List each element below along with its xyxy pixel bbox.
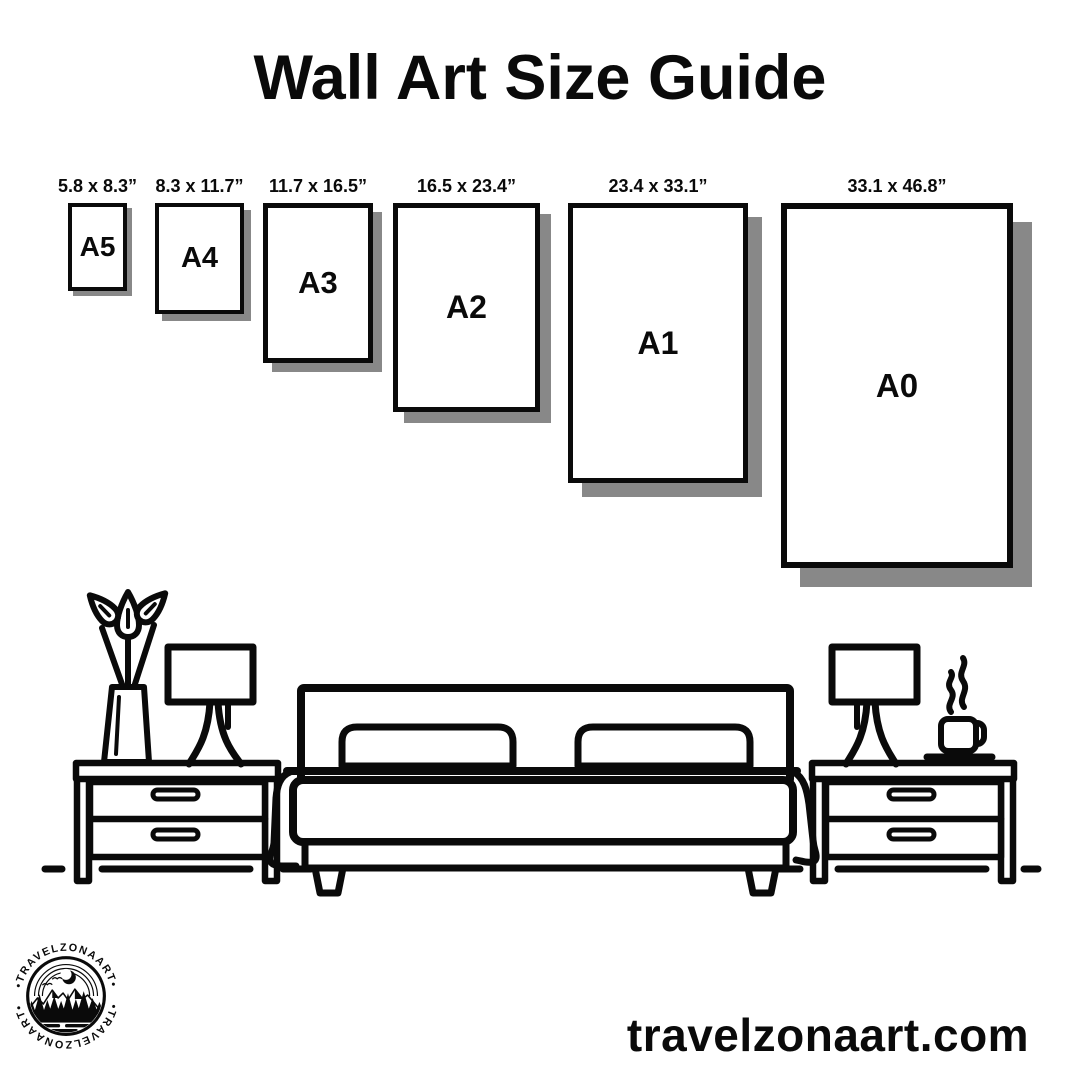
size-column-a2 [393, 176, 540, 412]
size-frame-a3: A3 [263, 203, 373, 363]
vase [104, 687, 149, 762]
size-column-a4 [155, 176, 244, 314]
birds-icon [42, 978, 62, 986]
logo-badge [8, 938, 126, 1056]
logo-brand-text-top: •TRAVELZONAART• [12, 941, 120, 990]
right-nightstand-icon [812, 763, 1014, 881]
coffee-cup-icon [927, 658, 992, 757]
size-column-a0 [781, 176, 1013, 568]
pillow-right [578, 727, 750, 766]
left-lamp-icon [168, 647, 253, 764]
bed-leg-left [315, 868, 343, 893]
size-frame-a5: A5 [68, 203, 127, 291]
left-nightstand-icon [76, 763, 278, 881]
size-column-a3 [263, 176, 373, 363]
bedroom-scene-illustration [0, 585, 1080, 910]
steam-icon [949, 672, 953, 712]
page-title: Wall Art Size Guide [253, 43, 827, 113]
size-dimensions-a2: 16.5 x 23.4” [416, 176, 517, 196]
right-lamp-icon [832, 647, 917, 764]
size-frame-a0: A0 [781, 203, 1013, 568]
size-dimensions-a4: 8.3 x 11.7” [155, 176, 244, 196]
size-column-a1 [568, 176, 748, 483]
website-url: travelzonaart.com [626, 1009, 1030, 1061]
logo-brand-text-bottom: •TRAVELZONAART• [12, 1003, 120, 1051]
size-column-a5 [57, 176, 138, 291]
steam-icon [961, 658, 965, 707]
cup-body [941, 719, 976, 751]
size-dimensions-a0: 33.1 x 46.8” [847, 176, 947, 196]
moon-icon [61, 969, 76, 984]
size-dimensions-a5: 5.8 x 8.3” [57, 176, 138, 196]
bed-base [305, 842, 786, 868]
plant-icon [83, 587, 171, 762]
bed-leg-right [748, 868, 776, 893]
size-dimensions-a3: 11.7 x 16.5” [268, 176, 368, 196]
size-frame-a1: A1 [568, 203, 748, 483]
size-dimensions-a1: 23.4 x 33.1” [608, 176, 708, 196]
size-frame-a2: A2 [393, 203, 540, 412]
bed-icon [270, 688, 816, 893]
size-frame-a4: A4 [155, 203, 244, 314]
mattress [293, 780, 793, 842]
pillow-left [342, 727, 513, 766]
